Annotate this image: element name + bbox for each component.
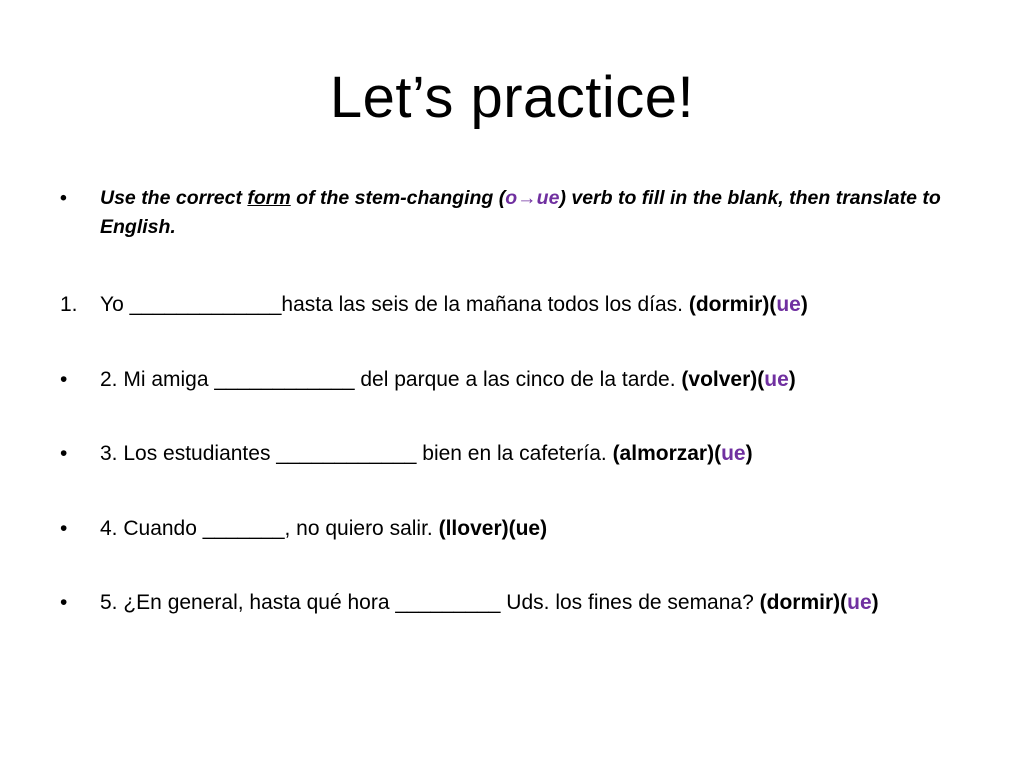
verb-hint-change: ue (776, 293, 801, 316)
bullet-marker: • (60, 442, 68, 465)
slide-title: Let’s practice! (329, 65, 695, 130)
exercise-item-5 (60, 588, 980, 618)
verb-hint: (almorzar)( (612, 442, 722, 465)
exercise-item-3 (60, 439, 980, 469)
exercise-sentence: 4. Cuando _______, no quiero salir. (100, 517, 439, 540)
stem-change-to: ue (536, 187, 560, 209)
instruction-text (100, 187, 941, 238)
exercise-item-4 (60, 514, 980, 544)
exercise-item-1 (60, 290, 980, 320)
exercise-sentence: Yo _____________hasta las seis de la mañana todos los días. (100, 293, 689, 316)
bullet-marker: • (60, 517, 68, 540)
exercise-item-2 (60, 365, 980, 395)
verb-hint-change: ue (721, 442, 746, 465)
bullet-marker: • (60, 368, 68, 391)
verb-hint-change: ue (764, 368, 789, 391)
verb-hint-close: ) (871, 591, 879, 614)
verb-hint: (llover)(ue) (438, 517, 548, 540)
verb-hint-close: ) (788, 368, 796, 391)
verb-hint: (dormir)( (688, 293, 777, 316)
instruction-part-1: Use the correct (100, 187, 248, 209)
verb-hint: (volver)( (681, 368, 765, 391)
verb-hint: (dormir)( (759, 591, 848, 614)
instruction-item (60, 184, 980, 242)
instruction-part-2: of the stem-changing ( (290, 187, 506, 209)
stem-change-from: o→ (505, 187, 537, 209)
bullet-marker: • (60, 187, 67, 209)
verb-hint-close: ) (800, 293, 808, 316)
instruction-part-3: ) verb to fill in the blank, then translate to English. (100, 187, 941, 238)
bullet-marker: • (60, 591, 68, 614)
verb-hint-close: ) (745, 442, 753, 465)
exercise-sentence: 3. Los estudiantes ____________ bien en la cafetería. (100, 442, 613, 465)
verb-hint-change: ue (847, 591, 872, 614)
slide-body (60, 184, 980, 618)
exercise-sentence: 2. Mi amiga ____________ del parque a las cinco de la tarde. (100, 368, 682, 391)
instruction-underlined-word: form (247, 187, 291, 209)
item-marker: 1. (60, 293, 78, 316)
exercise-sentence: 5. ¿En general, hasta qué hora _________ Uds. los fines de semana? (100, 591, 760, 614)
